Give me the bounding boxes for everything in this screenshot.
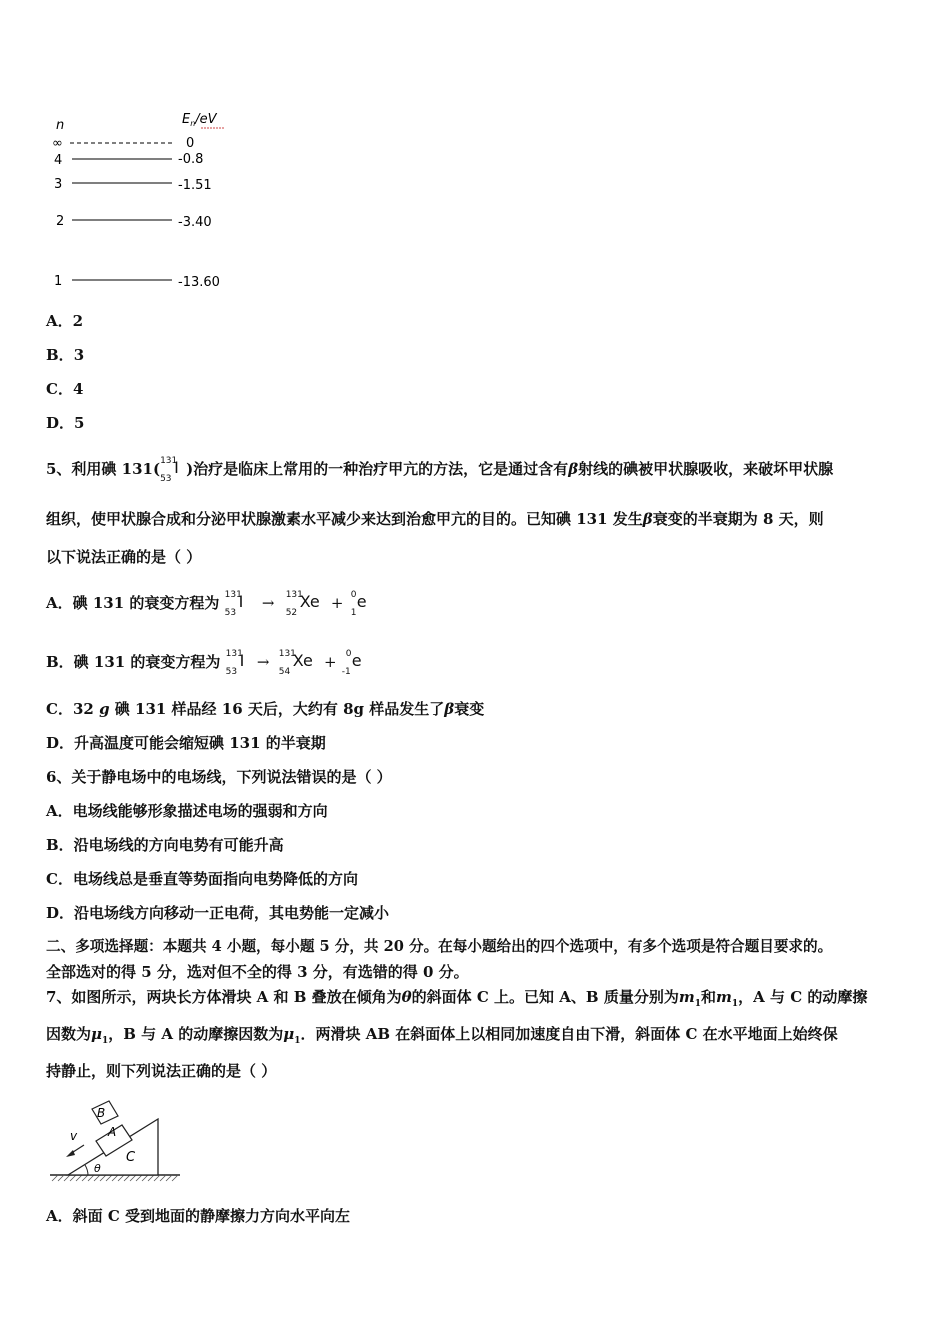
section2-heading-line1: 二、多项选择题：本题共 4 小题，每小题 5 分，共 20 分。在每小题给出的四个选项中，有多个选项是符合题目要求的。 bbox=[46, 938, 833, 955]
eq-a-xenon: 131 52 Xe bbox=[285, 590, 320, 618]
block-b-label: B bbox=[97, 1106, 106, 1120]
q5-stem-line3: 以下说法正确的是（ ） bbox=[46, 548, 202, 566]
q7-stem-line3: 持静止，则下列说法正确的是（ ） bbox=[46, 1062, 277, 1080]
q6-stem: 6、关于静电场中的电场线，下列说法错误的是（ ） bbox=[46, 768, 392, 786]
level-n-3: 3 bbox=[54, 177, 63, 192]
eq-b-iodine: 131 53 I bbox=[225, 649, 245, 677]
n-axis-label: n bbox=[56, 118, 65, 133]
q4-option-d: D．5 bbox=[46, 414, 85, 432]
iodine-nuclide: 131 53 I bbox=[160, 456, 179, 484]
incline-figure bbox=[46, 1095, 186, 1190]
q7-stem-line2: 因数为$\mu_1$，B 与 A 的动摩擦因数为$\mu_1$．两滑块 AB 在斜面体上以相同加速度自由下滑，斜面体 C 在水平地面上始终保 bbox=[46, 1025, 838, 1046]
q6-option-d: D．沿电场线方向移动一正电荷，其电势能一定减小 bbox=[46, 904, 390, 922]
eq-b-particle: 0 -1 e bbox=[341, 649, 362, 677]
section2-heading-line2: 全部选对的得 5 分，选对但不全的得 3 分，有选错的得 0 分。 bbox=[46, 963, 469, 981]
q5-option-a: A．碘 131 的衰变方程为 131 53 I → 131 52 Xe + 0 1 e bbox=[46, 593, 369, 613]
q7-option-a: A．斜面 C 受到地面的静摩擦力方向水平向左 bbox=[46, 1207, 351, 1225]
velocity-label: v bbox=[70, 1129, 78, 1143]
q5-stem-line2: 组织，使甲状腺合成和分泌甲状腺激素水平减少来达到治愈甲亢的目的。已知碘 131 发生β衰变的半衰期为 8 天，则 bbox=[46, 510, 824, 528]
q5-stem-line1: 5、利用碘 131( 131 53 I )治疗是临床上常用的一种治疗甲亢的方法，它是通过含有β射线的碘被甲状腺吸收，来破坏甲状腺 bbox=[46, 456, 834, 484]
q6-option-a: A．电场线能够形象描述电场的强弱和方向 bbox=[46, 802, 328, 820]
q7-stem-line1: 7、如图所示，两块长方体滑块 A 和 B 叠放在倾角为θ的斜面体 C 上。已知 A、B 质量分别为$m_1$和$m_1$，A 与 C 的动摩擦 bbox=[46, 988, 868, 1009]
angle-label: θ bbox=[94, 1162, 101, 1175]
level-n-4: 4 bbox=[54, 153, 63, 168]
q6-option-c: C．电场线总是垂直等势面指向电势降低的方向 bbox=[46, 870, 358, 888]
level-n-2: 2 bbox=[56, 214, 65, 229]
eq-a-particle: 0 1 e bbox=[350, 590, 367, 618]
ground-hatching bbox=[52, 1175, 178, 1181]
q6-option-b: B．沿电场线的方向电势有可能升高 bbox=[46, 836, 284, 854]
energy-axis-label: $E_n/eV$ bbox=[182, 112, 217, 128]
level-energy-3: -1.51 bbox=[178, 178, 212, 193]
eq-b-xenon: 131 54 Xe bbox=[278, 649, 313, 677]
q5-option-d: D．升高温度可能会缩短碘 131 的半衰期 bbox=[46, 734, 326, 752]
q5-option-b: B．碘 131 的衰变方程为 131 53 I → 131 54 Xe + 0 -1 e bbox=[46, 652, 364, 672]
eq-a-iodine: 131 53 I bbox=[224, 590, 244, 618]
level-energy-inf: 0 bbox=[186, 136, 195, 151]
q4-option-c: C．4 bbox=[46, 380, 84, 398]
level-n-inf: ∞ bbox=[52, 136, 63, 151]
energy-level-diagram bbox=[46, 104, 246, 299]
q4-option-a: A．2 bbox=[46, 312, 84, 330]
level-energy-2: -3.40 bbox=[178, 215, 212, 230]
level-n-1: 1 bbox=[54, 274, 63, 289]
block-a-label: A bbox=[108, 1125, 117, 1139]
level-energy-4: -0.8 bbox=[178, 152, 204, 167]
wedge-c-label: C bbox=[126, 1150, 136, 1165]
level-energy-1: -13.60 bbox=[178, 275, 220, 290]
q4-option-b: B．3 bbox=[46, 346, 85, 364]
q5-option-c: C．32 g 碘 131 样品经 16 天后，大约有 8g 样品发生了β衰变 bbox=[46, 700, 485, 718]
